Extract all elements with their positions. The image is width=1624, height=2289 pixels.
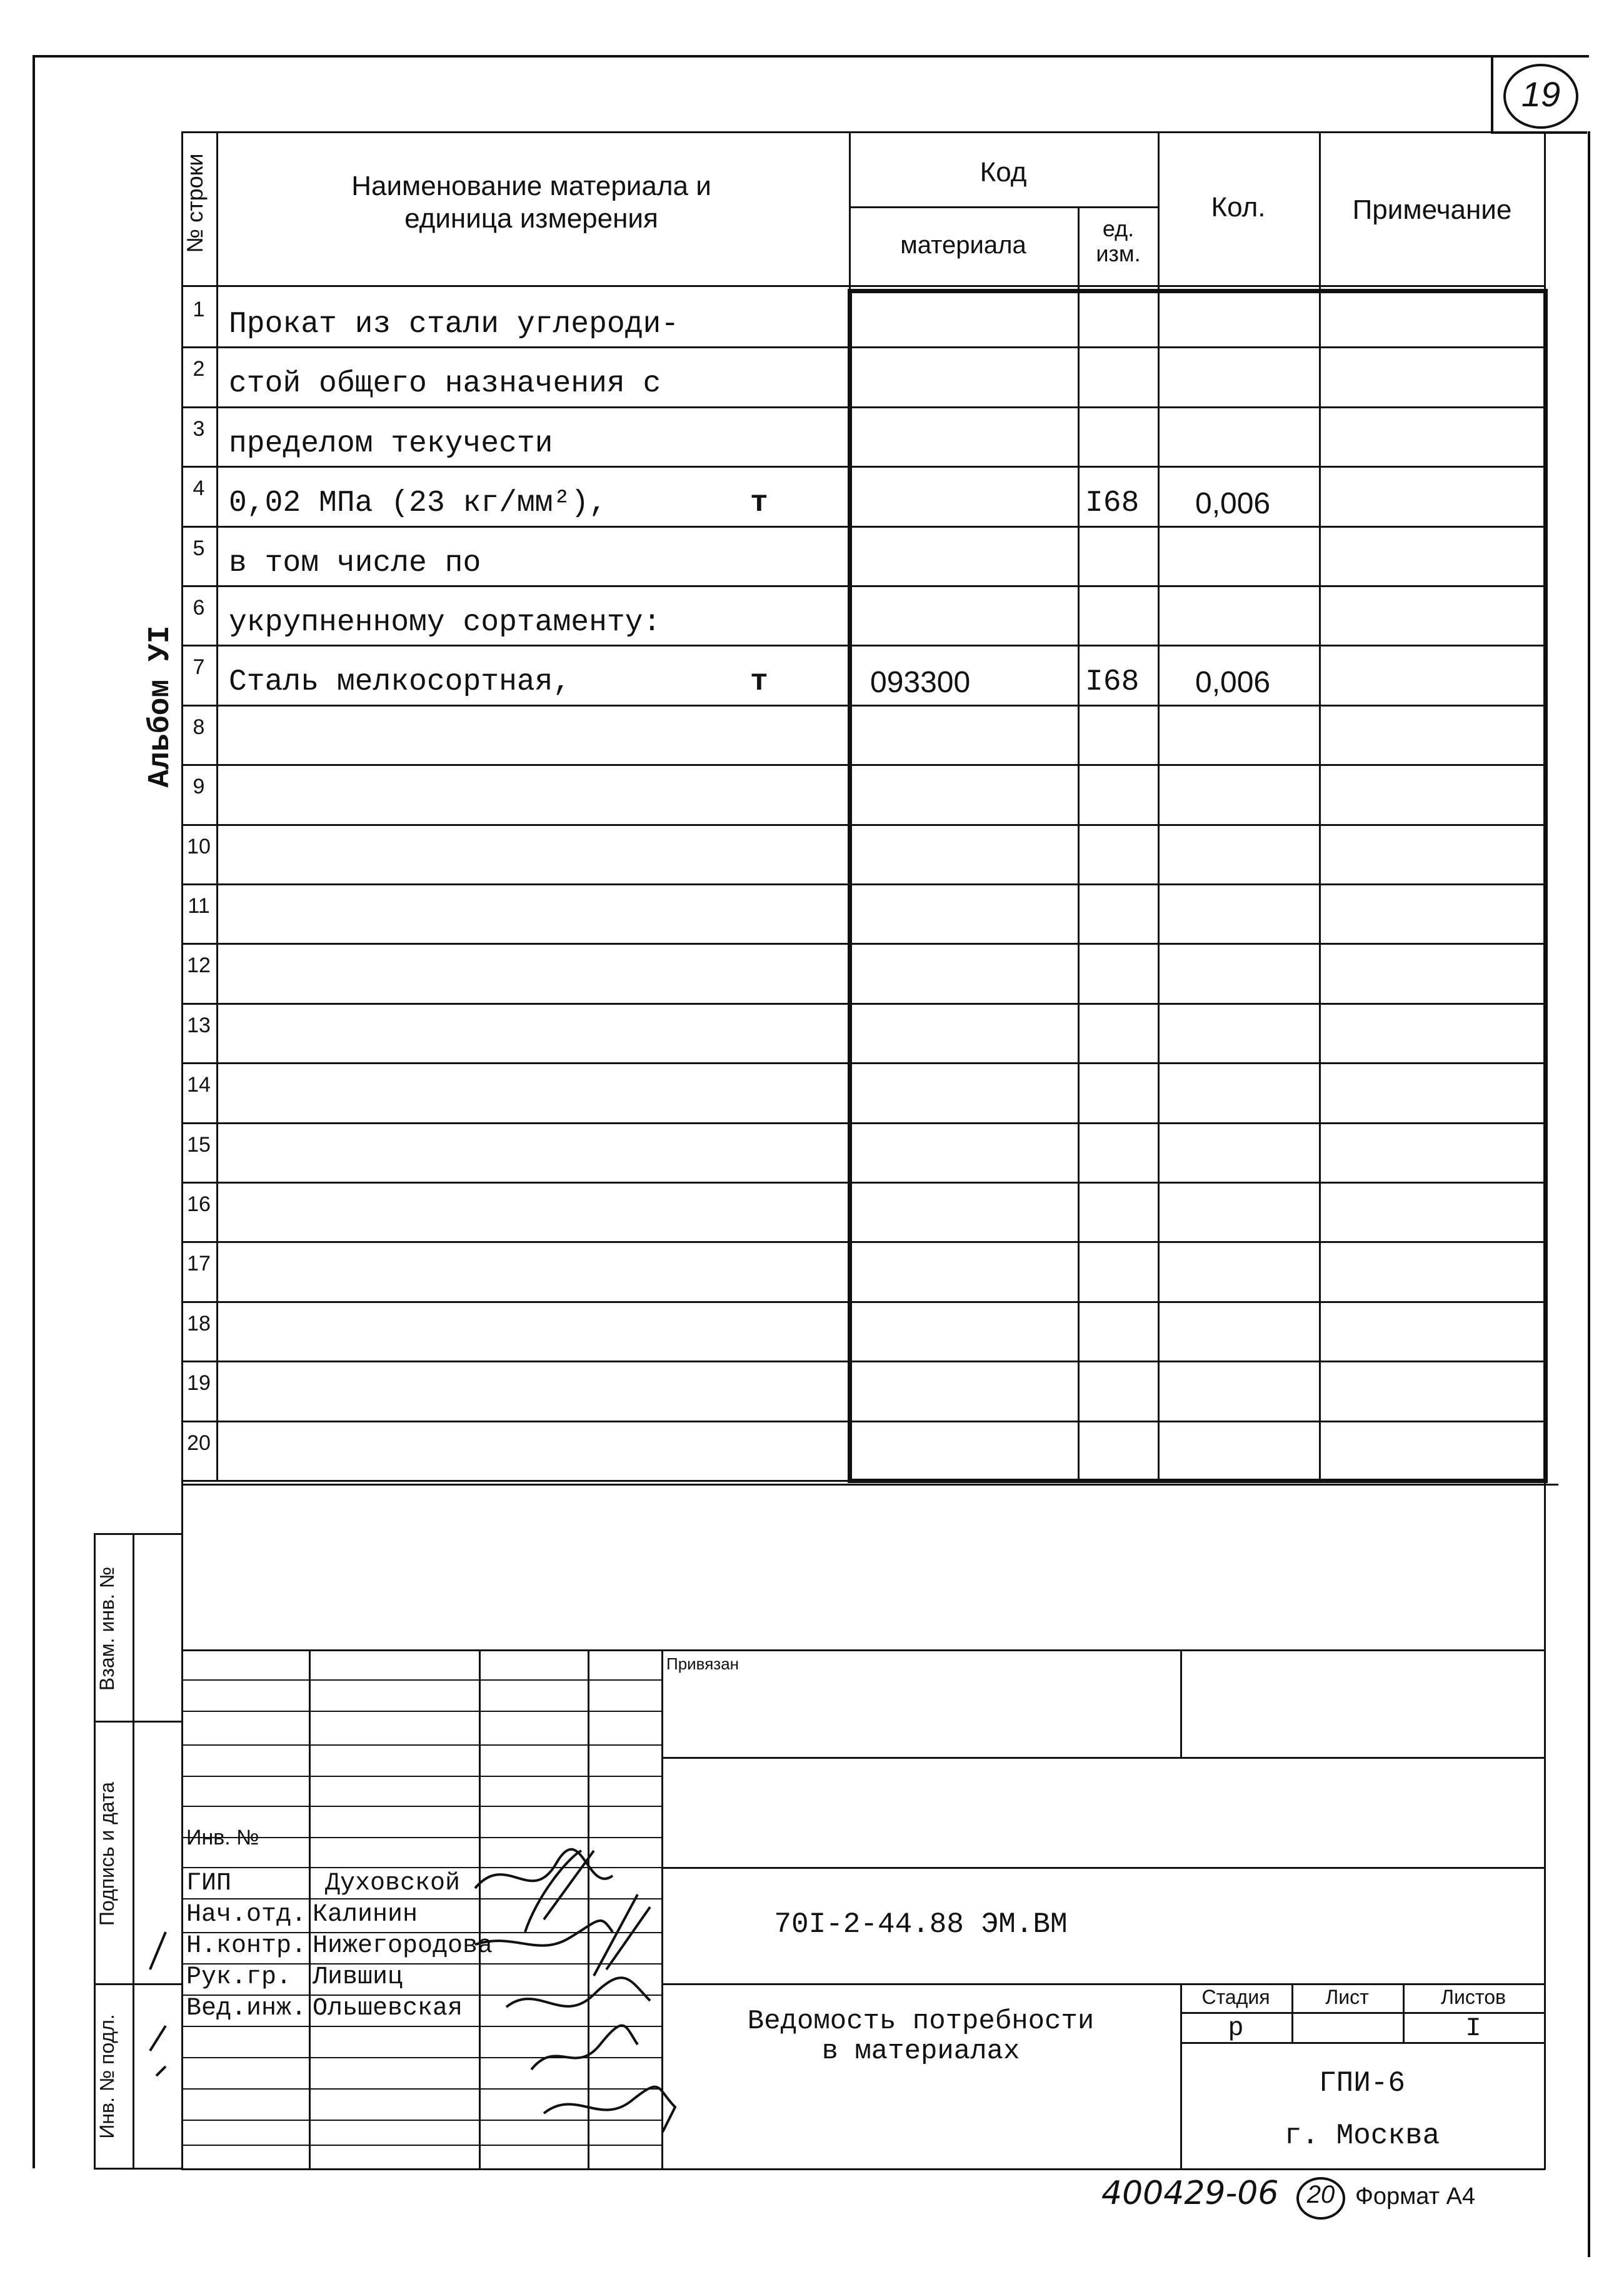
title-right-line <box>1544 1483 1546 2170</box>
row-unit-code: I68 <box>1085 486 1140 521</box>
header-qty: Кол. <box>1211 192 1266 223</box>
row-name: укрупненному сортаменту: <box>229 606 661 640</box>
title-line-bottom <box>181 2168 1545 2170</box>
row-name: пределом текучести <box>229 426 553 461</box>
row-unit-mark: т <box>750 486 768 521</box>
sig-col-1 <box>309 1649 311 2168</box>
stage-label: Стадия <box>1201 1986 1270 2008</box>
row-line <box>181 705 1545 707</box>
row-number: 13 <box>187 1013 211 1037</box>
row-number: 15 <box>187 1132 211 1157</box>
row-line <box>181 406 1545 408</box>
doc-title-line-2: в материалах <box>821 2036 1020 2067</box>
thick-data-box <box>848 289 1548 1483</box>
side-stamp-inv-podl: Инв. № подл. <box>96 2014 118 2139</box>
signature-name: Ольшевская <box>313 1995 463 2023</box>
col-line-rownum <box>216 131 218 1482</box>
row-line <box>181 645 1545 646</box>
org-name: ГПИ-6 <box>1318 2067 1406 2100</box>
header-code-material: материала <box>900 231 1026 259</box>
sheets-label: Листов <box>1441 1986 1506 2008</box>
header-code: Код <box>980 157 1027 188</box>
row-unit-code: I68 <box>1085 665 1140 700</box>
header-bottom-line <box>181 285 1545 287</box>
row-number: 18 <box>187 1311 211 1336</box>
signature-role: Рук.гр. <box>186 1963 292 1991</box>
header-row-no: № строки <box>182 153 208 253</box>
signature-name: Калинин <box>313 1901 418 1929</box>
frame-right <box>1588 131 1590 2257</box>
side-stamp-podpis: Подпись и дата <box>96 1781 118 1926</box>
sheet-label: Лист <box>1325 1986 1369 2008</box>
row-name: Сталь мелкосортная, <box>229 665 571 700</box>
row-line <box>181 943 1545 945</box>
signature-role: Вед.инж. <box>186 1995 307 2023</box>
row-number: 7 <box>193 655 205 680</box>
header-code-unit: ед. изм. <box>1096 216 1141 266</box>
signature-row-line <box>181 1679 661 1681</box>
footer-number: 400429-06 <box>1101 2175 1279 2212</box>
row-line <box>181 883 1545 885</box>
row-number: 3 <box>193 416 205 441</box>
side-stamp-sep-1 <box>94 1721 183 1723</box>
title-line-privyazan-bottom <box>661 1757 1545 1759</box>
row-line <box>181 1241 1545 1243</box>
row-line <box>181 1003 1545 1005</box>
row-line <box>181 346 1545 348</box>
margin-check-marks <box>138 1926 188 2138</box>
row-material-code: 093300 <box>870 666 971 700</box>
signature-role: Н.контр. <box>186 1932 307 1960</box>
row-number: 10 <box>187 834 211 858</box>
signature-role: ГИП <box>186 1869 232 1898</box>
frame-left <box>33 55 35 2168</box>
stage-value: р <box>1228 2013 1244 2043</box>
row-quantity: 0,006 <box>1195 487 1271 521</box>
signature-name: Лившиц <box>313 1963 403 1991</box>
row-name: Прокат из стали углероди- <box>229 308 679 341</box>
row-number: 2 <box>193 357 205 381</box>
row-number: 16 <box>187 1192 211 1216</box>
row-number: 19 <box>187 1371 211 1396</box>
signature-row-line <box>181 1711 661 1712</box>
page-number: 19 <box>1521 74 1561 114</box>
inv-no-label: Инв. № <box>186 1826 259 1849</box>
side-stamp-vzam: Взам. инв. № <box>96 1566 118 1691</box>
row-name: стой общего назначения с <box>229 367 661 401</box>
row-line <box>181 1361 1545 1362</box>
album-label: Альбом УI <box>144 625 178 788</box>
row-line <box>181 1480 1545 1482</box>
row-number: 8 <box>193 715 205 739</box>
signature-name: Духовской <box>325 1869 461 1898</box>
row-number: 14 <box>187 1073 211 1097</box>
code-split-line <box>849 206 1158 208</box>
row-number: 6 <box>193 596 205 620</box>
signature-name: Нижегородова <box>313 1932 493 1960</box>
row-line <box>181 1182 1545 1184</box>
privyazan-label: Привязан <box>666 1654 739 1673</box>
sheets-value: I <box>1465 2013 1481 2043</box>
row-number: 20 <box>187 1431 211 1455</box>
row-number: 17 <box>187 1252 211 1276</box>
city-name: г. Москва <box>1284 2120 1440 2152</box>
doc-code: 70I-2-44.88 ЭМ.ВМ <box>774 1908 1068 1941</box>
header-note: Примечание <box>1352 194 1512 225</box>
row-number: 11 <box>188 894 210 918</box>
title-privyazan-divider <box>1180 1649 1182 1757</box>
title-line-code-bottom <box>661 1983 1545 1985</box>
row-number: 9 <box>193 775 205 799</box>
row-line <box>181 1301 1545 1303</box>
row-number: 1 <box>193 298 205 321</box>
title-line-code-top <box>661 1867 1545 1869</box>
row-line <box>181 466 1545 468</box>
frame-top <box>33 55 1589 58</box>
row-line <box>181 824 1545 826</box>
row-quantity: 0,006 <box>1195 666 1271 700</box>
signature-scribbles <box>450 1838 750 2163</box>
footer-circled-number: 20 <box>1306 2181 1335 2208</box>
row-name: 0,02 МПа (23 кг/мм²), <box>229 486 607 521</box>
row-line <box>181 585 1545 587</box>
doc-title-line-1: Ведомость потребности <box>747 2006 1095 2037</box>
signature-role: Нач.отд. <box>186 1901 307 1929</box>
row-number: 12 <box>187 953 211 978</box>
signature-row-line <box>181 1776 661 1777</box>
row-number: 4 <box>193 476 205 501</box>
row-line <box>181 526 1545 528</box>
header-name: Наименование материала и единица измерения <box>351 171 711 234</box>
title-line-privyazan-top <box>181 1649 1545 1651</box>
signature-row-line <box>181 1744 661 1746</box>
side-stamp-inner-line <box>133 1533 134 2170</box>
row-line <box>181 1062 1545 1064</box>
row-unit-mark: т <box>750 665 768 700</box>
row-line <box>181 1122 1545 1124</box>
footer-format: Формат А4 <box>1355 2183 1476 2210</box>
row-line <box>181 764 1545 766</box>
row-name: в том числе по <box>229 546 481 580</box>
row-number: 5 <box>193 536 205 560</box>
signature-row-line <box>181 1806 661 1807</box>
row-line <box>181 1421 1545 1422</box>
